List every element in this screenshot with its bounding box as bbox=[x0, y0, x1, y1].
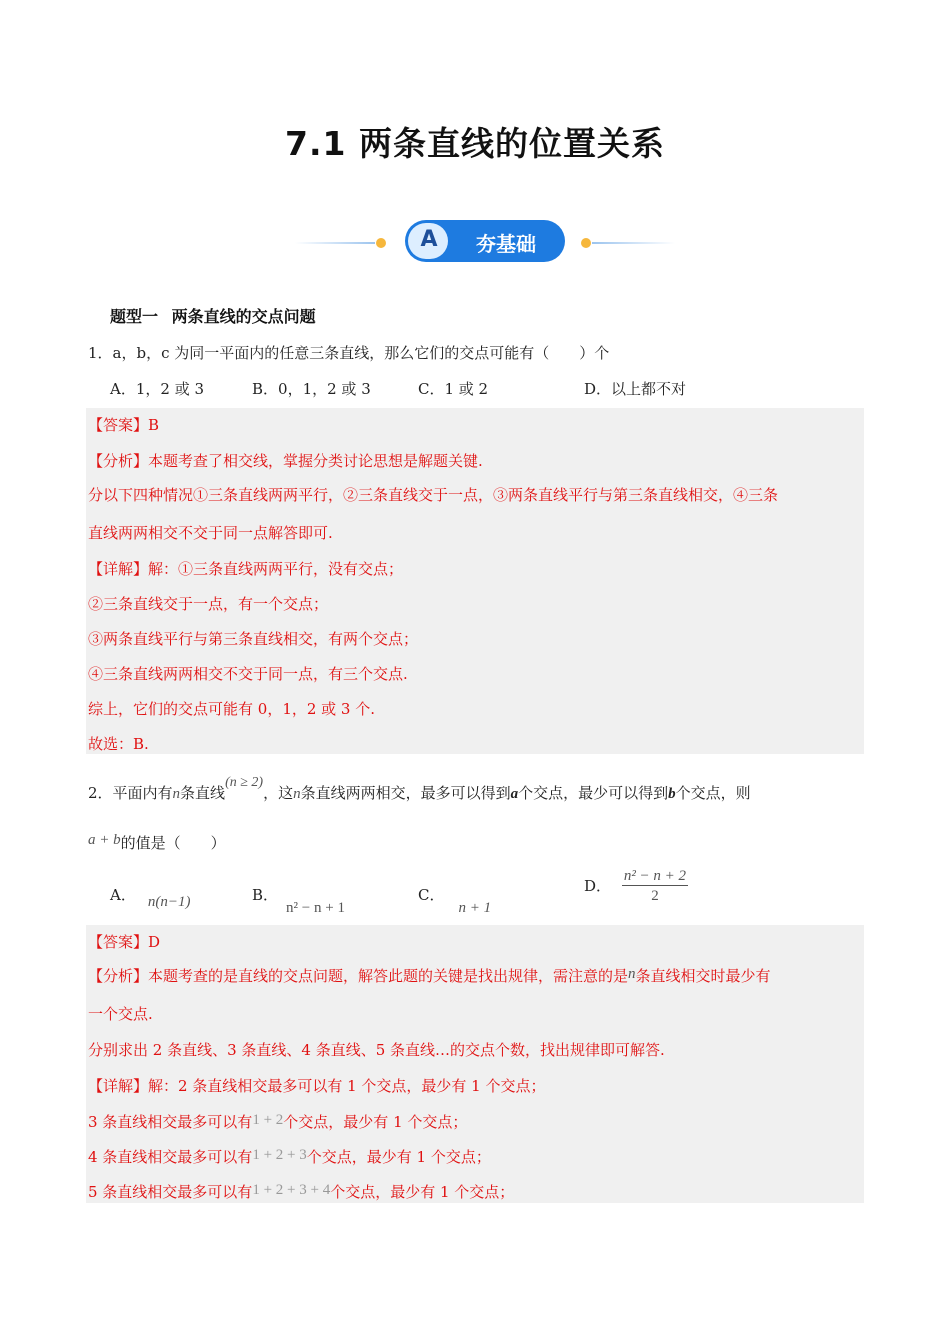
q1-analysis-3: 直线两两相交不交于同一点解答即可. bbox=[88, 524, 333, 542]
q2-option-d-denominator: 2 bbox=[651, 888, 659, 904]
banner-letter: A bbox=[420, 227, 438, 252]
q2-detail-4 bbox=[88, 1181, 514, 1202]
q2-detail-4-math: 1 + 2 + 3 + 4 bbox=[252, 1182, 331, 1198]
banner-label: 夯基础 bbox=[476, 232, 536, 256]
q2-detail-4-a: 5 条直线相交最多可以有 bbox=[88, 1183, 253, 1201]
q2-option-b-math: n² − n + 1 bbox=[286, 900, 345, 916]
q2-analysis-n: n bbox=[628, 966, 636, 982]
q2-option-d-label: D． bbox=[584, 876, 612, 895]
q2-a: a bbox=[510, 786, 519, 802]
q2-stem-g: 的值是（ ） bbox=[120, 834, 226, 852]
q2-detail-3-a: 4 条直线相交最多可以有 bbox=[88, 1148, 253, 1166]
q1-solution-box bbox=[86, 408, 864, 754]
q2-stem-e: 个交点，最少可以得到 bbox=[518, 784, 669, 802]
q1-detail-3: ③两条直线平行与第三条直线相交，有两个交点； bbox=[88, 630, 419, 648]
q2-option-c-math: n + 1 bbox=[458, 900, 492, 916]
q2-analysis-3: 分别求出 2 条直线、3 条直线、4 条直线、5 条直线…的交点个数，找出规律即可解答. bbox=[88, 1041, 665, 1059]
q2-detail: 【详解】解：2 条直线相交最多可以有 1 个交点，最少有 1 个交点； bbox=[88, 1077, 546, 1095]
q2-option-b-label: B． bbox=[252, 886, 279, 904]
q2-detail-2 bbox=[88, 1111, 467, 1132]
q2-stem-f: 个交点，则 bbox=[675, 784, 751, 802]
q2-n-2: n bbox=[293, 786, 301, 802]
q1-detail-6: 故选：B. bbox=[88, 735, 149, 753]
q2-stem-b: 条直线 bbox=[180, 784, 226, 802]
q2-detail-3-b: 个交点，最少有 1 个交点； bbox=[306, 1148, 491, 1166]
q2-option-d-fraction bbox=[622, 868, 688, 905]
q1-detail-4: ④三条直线两两相交不交于同一点，有三个交点. bbox=[88, 665, 408, 683]
q1-option-a: A．1，2 或 3 bbox=[110, 380, 204, 398]
q1-option-d: D．以上都不对 bbox=[584, 380, 687, 398]
q2-detail-3 bbox=[88, 1146, 491, 1167]
q1-detail: 【详解】解：①三条直线两两平行，没有交点； bbox=[88, 560, 404, 578]
page-title: 7.1 两条直线的位置关系 bbox=[285, 124, 665, 163]
q1-option-c: C．1 或 2 bbox=[418, 380, 489, 398]
q2-option-a bbox=[110, 884, 191, 910]
q2-stem-c: ，这 bbox=[263, 784, 294, 802]
q2-stem-d: 条直线两两相交，最多可以得到 bbox=[300, 784, 511, 802]
q2-analysis-a: 【分析】本题考查的是直线的交点问题，解答此题的关键是找出规律，需注意的是 bbox=[88, 967, 629, 985]
q2-option-b bbox=[252, 884, 345, 916]
q2-option-a-math: n(n−1) bbox=[147, 894, 191, 910]
q1-stem: 1．a，b，c 为同一平面内的任意三条直线，那么它们的交点可能有（ ）个 bbox=[88, 344, 610, 362]
q2-stem-a: 2．平面内有 bbox=[88, 784, 173, 802]
q2-detail-3-math: 1 + 2 + 3 bbox=[252, 1147, 307, 1163]
q2-detail-2-b: 个交点，最少有 1 个交点； bbox=[283, 1113, 468, 1131]
q1-answer: 【答案】B bbox=[88, 416, 160, 434]
q2-stem-line2 bbox=[88, 832, 226, 853]
q2-answer: 【答案】D bbox=[88, 933, 161, 951]
q2-detail-2-math: 1 + 2 bbox=[252, 1112, 284, 1128]
q2-analysis-b: 条直线相交时最少有 bbox=[635, 967, 771, 985]
q2-detail-2-a: 3 条直线相交最多可以有 bbox=[88, 1113, 253, 1131]
q1-detail-5: 综上，它们的交点可能有 0，1，2 或 3 个. bbox=[88, 700, 376, 718]
q2-b: b bbox=[668, 786, 676, 802]
q2-analysis-2: 一个交点. bbox=[88, 1005, 153, 1023]
q2-option-d-numerator: n² − n + 2 bbox=[623, 868, 687, 884]
q2-n: n bbox=[172, 786, 181, 802]
q2-option-d bbox=[584, 868, 688, 905]
q1-analysis-2: 分以下四种情况①三条直线两两平行，②三条直线交于一点，③两条直线平行与第三条直线相交，④三条 bbox=[88, 486, 779, 504]
q2-option-a-label: A． bbox=[110, 886, 136, 904]
q2-stem-line1 bbox=[88, 775, 751, 803]
q2-option-c-label: C． bbox=[418, 886, 445, 904]
q2-solution-box bbox=[86, 925, 864, 1203]
q1-detail-2: ②三条直线交于一点，有一个交点； bbox=[88, 595, 329, 613]
q2-option-c bbox=[418, 884, 492, 916]
q2-detail-4-b: 个交点，最少有 1 个交点； bbox=[330, 1183, 515, 1201]
q2-a-plus-b: a + b bbox=[88, 832, 121, 848]
section-heading: 题型一 两条直线的交点问题 bbox=[110, 307, 316, 326]
section-banner bbox=[295, 218, 675, 266]
q1-analysis: 【分析】本题考查了相交线，掌握分类讨论思想是解题关键. bbox=[88, 452, 483, 470]
q2-analysis bbox=[88, 965, 771, 986]
q1-option-b: B．0，1，2 或 3 bbox=[252, 380, 371, 398]
q2-condition: (n ≥ 2) bbox=[225, 775, 264, 790]
